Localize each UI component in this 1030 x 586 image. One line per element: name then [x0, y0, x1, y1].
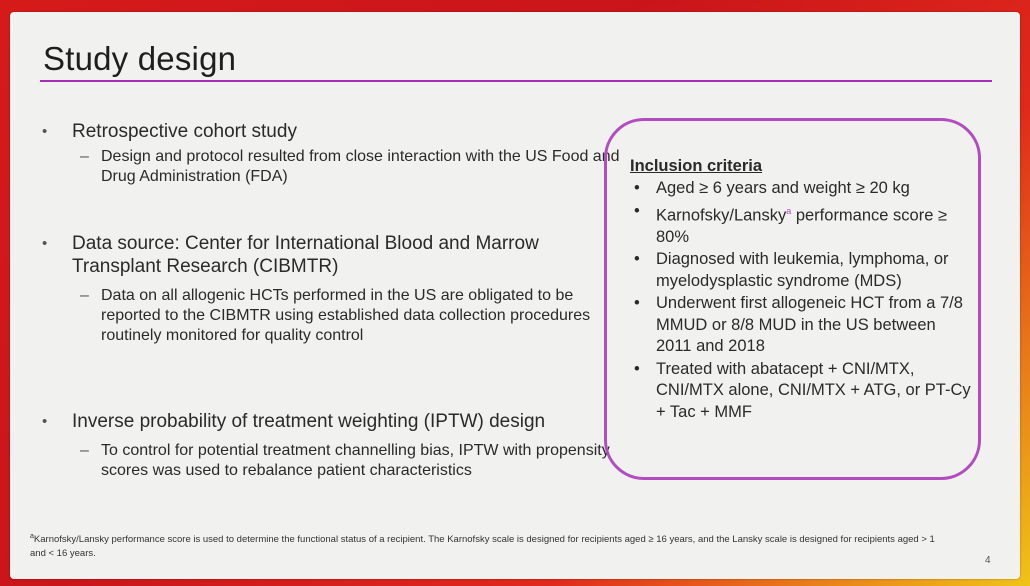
footnote [30, 530, 940, 561]
bullet-text: Retrospective cohort study [72, 121, 297, 142]
criteria-text: Aged ≥ 6 years and weight ≥ 20 kg [656, 179, 910, 197]
bullet-group-1 [40, 120, 625, 187]
sub-bullet-item [40, 147, 625, 187]
bullet-text: Data source: Center for International Blood and Marrow Transplant Research (CIBMTR) [72, 233, 539, 277]
bullet-icon: • [42, 123, 48, 140]
sub-bullet-item [40, 441, 625, 481]
bullet-text: Inverse probability of treatment weighting (IPTW) design [72, 411, 546, 432]
bullet-item [40, 410, 625, 433]
criteria-item [630, 201, 975, 249]
sub-bullet-text: Data on all allogenic HCTs performed in the US are obligated to be reported to the CIBMTR using established data collection procedures routinely monitored for quality control [101, 287, 591, 344]
bullet-icon: • [42, 235, 48, 252]
bullet-group-2 [40, 232, 625, 346]
bullet-icon: • [634, 179, 640, 197]
page-number: 4 [985, 555, 991, 566]
footnote-text: Karnofsky/Lansky performance score is used to determine the functional status of a recipient. The Karnofsky scale is designed for recipients aged ≥ 16 years, and the Lansky scale is designed for recipients aged > 1 and < 16 years. [30, 534, 935, 560]
sub-bullet-item [40, 286, 625, 346]
bullet-group-3 [40, 410, 625, 481]
criteria-text: Treated with abatacept + CNI/MTX, CNI/MTX alone, CNI/MTX + ATG, or PT-Cy + Tac + MMF [656, 359, 971, 421]
dash-icon: – [80, 442, 89, 459]
criteria-list [630, 178, 975, 423]
bullet-icon: • [42, 413, 48, 430]
bullet-icon: • [634, 294, 640, 312]
inclusion-criteria [630, 156, 975, 423]
bullet-icon: • [634, 201, 640, 220]
sub-bullet-text: Design and protocol resulted from close interaction with the US Food and Drug Administration (FDA) [101, 148, 620, 185]
criteria-item [630, 178, 975, 200]
bullet-icon: • [634, 359, 640, 378]
criteria-item [630, 359, 975, 424]
slide-title: Study design [43, 40, 237, 77]
bullet-item [40, 120, 625, 143]
criteria-heading: Inclusion criteria [630, 157, 763, 175]
sub-bullet-text: To control for potential treatment channelling bias, IPTW with propensity scores was used to rebalance patient characteristics [101, 442, 610, 479]
footnote-marker: a [30, 533, 34, 540]
criteria-text: Karnofsky/Lansky [656, 206, 787, 224]
criteria-text: Underwent first allogeneic HCT from a 7/8 MMUD or 8/8 MUD in the US between 2011 and 2018 [656, 294, 963, 355]
criteria-item [630, 293, 975, 358]
bullet-item [40, 232, 625, 278]
footnote-superscript: a [786, 205, 792, 216]
dash-icon: – [80, 148, 89, 165]
criteria-text: Diagnosed with leukemia, lymphoma, or myelodysplastic syndrome (MDS) [656, 250, 949, 290]
dash-icon: – [80, 287, 89, 304]
criteria-item [630, 249, 975, 292]
bullet-icon: • [634, 250, 640, 268]
title-divider [40, 80, 992, 82]
criteria-text-continued: performance score ≥ 80% [656, 206, 948, 246]
